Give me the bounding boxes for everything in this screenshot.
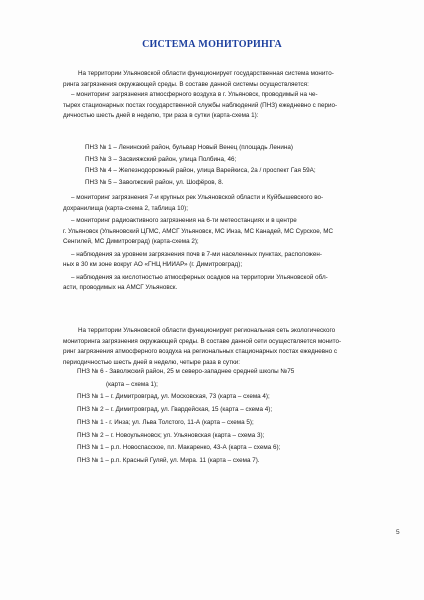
post-item: ПНЗ № 5 – Заволжский район, ул. Шофёров, 8. [85, 178, 224, 186]
post-item: ПНЗ № 3 – Засвияжский район, улица Полбина, 46; [85, 155, 237, 163]
post-item: ПНЗ № 2 – г. Новоульяновск; ул. Ульяновская (карта – схема 3); [77, 431, 265, 439]
bullet-line: – мониторинг радиоактивного загрязнения на 6-ти метеостанциях и в центре [71, 217, 297, 224]
paragraph-line: На территории Ульяновской области функционирует региональная сеть экологического [78, 327, 336, 334]
post-item: ПНЗ № 4 – Железнодорожный район, улица Варейкиса, 2а / проспект Гая 59А; [85, 167, 316, 174]
section-state-monitoring [63, 69, 383, 122]
section-state-bullets [63, 193, 383, 294]
post-item: ПНЗ № 1 – г. Димитровград, ул. Московская, 73 (карта – схема 4); [77, 393, 270, 401]
paragraph-line: дичностью шесть дней в неделю, три раза в сутки (карта-схема 1): [63, 112, 259, 119]
bullet-line: – мониторинг загрязнения атмосферного воздуха в г. Ульяновск, проводимый на че- [71, 91, 318, 98]
post-list-state [85, 142, 385, 188]
paragraph-line: асти, проводимых на АМСГ Ульяновск. [63, 284, 178, 291]
page-number: 5 [396, 529, 400, 536]
section-regional-monitoring [63, 326, 383, 368]
post-item: (карта – схема 1); [106, 380, 158, 388]
paragraph-line: тырех стационарных постах государственной службы наблюдений (ПНЗ) ежедневно с перио- [63, 101, 338, 109]
post-item: ПНЗ № 1 – р.п. Новоспасское, пл. Макаренко, 43-А (карта – схема 6); [77, 444, 281, 452]
paragraph-line: ринг загрязнения атмосферного воздуха на региональных стационарных постах ежедневно с [63, 348, 338, 355]
paragraph-line: дохранилища (карта-схема 2, таблица 10); [63, 204, 188, 212]
post-item: ПНЗ № 2 – г. Димитровград, ул. Гвардейская, 15 (карта – схема 4); [77, 406, 273, 414]
post-item: ПНЗ № 6 - Заволжский район, 25 м северо-западнее средней школы №75 [77, 368, 295, 375]
paragraph-line: периодичностью шесть дней в неделю, четыре раза в сутки: [63, 358, 240, 366]
post-item: ПНЗ № 1 – р.п. Красный Гуляй, ул. Мира. 11 (карта – схема 7). [77, 456, 260, 464]
bullet-line: – мониторинг загрязнения 7-и крупных рек Ульяновской области и Куйбышевского во- [71, 194, 324, 201]
paragraph-line: мониторинга загрязнения окружающей среды. В составе данной сети осуществляется монито- [63, 337, 342, 345]
paragraph-line: г. Ульяновск (Ульяновский ЦГМС, АМСГ Ульяновск, МС Инза, МС Канадей, МС Сурское, МС [63, 227, 334, 235]
post-item: ПНЗ № 1 – Ленинский район, бульвар Новый Венец (площадь Ленина) [85, 144, 293, 151]
paragraph-line: Сенгилей, МС Димитровград) (карта-схема 2); [63, 238, 199, 245]
paragraph-line: На территории Ульяновской области функционирует государственная система монито- [78, 70, 334, 77]
bullet-line: – наблюдения за уровнем загрязнения почв в 7-ми населенных пунктах, расположен- [71, 250, 322, 258]
post-item: ПНЗ № 1 - г. Инза; ул. Льва Толстого, 11-А (карта – схема 5); [77, 418, 254, 426]
paragraph-line: ных в 30 км зоне вокруг АО «ГНЦ НИИАР» (г. Димитровград); [63, 261, 243, 268]
page-title: СИСТЕМА МОНИТОРИНГА [142, 39, 282, 50]
bullet-line: – наблюдения за кислотностью атмосферных осадков на территории Ульяновской обл- [71, 273, 328, 281]
paragraph-line: ринга загрязнения окружающей среды. В составе данной системы осуществляется: [63, 80, 309, 88]
post-list-regional [77, 366, 377, 468]
